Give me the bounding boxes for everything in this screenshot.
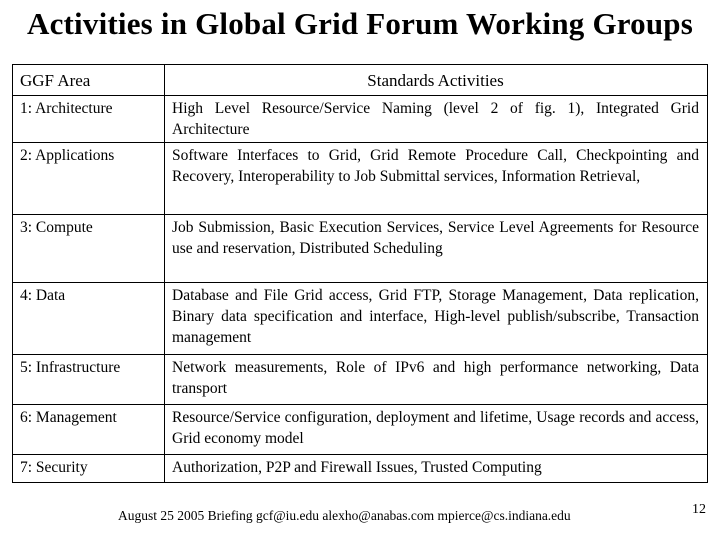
table-row xyxy=(13,215,708,283)
activities-cell: High Level Resource/Service Naming (level 2 of fig. 1), Integrated Grid Architecture xyxy=(165,96,708,143)
table-row xyxy=(13,455,708,483)
area-cell: 1: Architecture xyxy=(13,96,165,143)
area-cell: 7: Security xyxy=(13,455,165,483)
page-number: 12 xyxy=(692,502,706,517)
table-row xyxy=(13,355,708,405)
activities-cell: Network measurements, Role of IPv6 and high performance networking, Data transport xyxy=(165,355,708,405)
area-cell: 4: Data xyxy=(13,283,165,355)
activities-cell: Database and File Grid access, Grid FTP, Storage Management, Data replication, Binary data specification and interface, High-level publish/subscribe, Transaction management xyxy=(165,283,708,355)
table-row xyxy=(13,283,708,355)
header-standards-activities: Standards Activities xyxy=(165,65,708,96)
slide-title: Activities in Global Grid Forum Working Groups xyxy=(26,6,693,41)
header-ggf-area: GGF Area xyxy=(13,65,165,96)
activities-table xyxy=(12,64,708,483)
footer-credits: August 25 2005 Briefing gcf@iu.edu alexho@anabas.com mpierce@cs.indiana.edu xyxy=(118,508,571,523)
area-cell: 3: Compute xyxy=(13,215,165,283)
table-header-row xyxy=(13,65,708,96)
area-cell: 6: Management xyxy=(13,405,165,455)
activities-cell: Authorization, P2P and Firewall Issues, Trusted Computing xyxy=(165,455,708,483)
area-cell: 2: Applications xyxy=(13,143,165,215)
table-row xyxy=(13,96,708,143)
area-cell: 5: Infrastructure xyxy=(13,355,165,405)
activities-cell: Job Submission, Basic Execution Services, Service Level Agreements for Resource use and reservation, Distributed Scheduling xyxy=(165,215,708,283)
activities-cell: Software Interfaces to Grid, Grid Remote Procedure Call, Checkpointing and Recovery, Interoperability to Job Submittal services, Information Retrieval, xyxy=(165,143,708,215)
table-row xyxy=(13,143,708,215)
table-row xyxy=(13,405,708,455)
activities-cell: Resource/Service configuration, deployment and lifetime, Usage records and access, Grid economy model xyxy=(165,405,708,455)
